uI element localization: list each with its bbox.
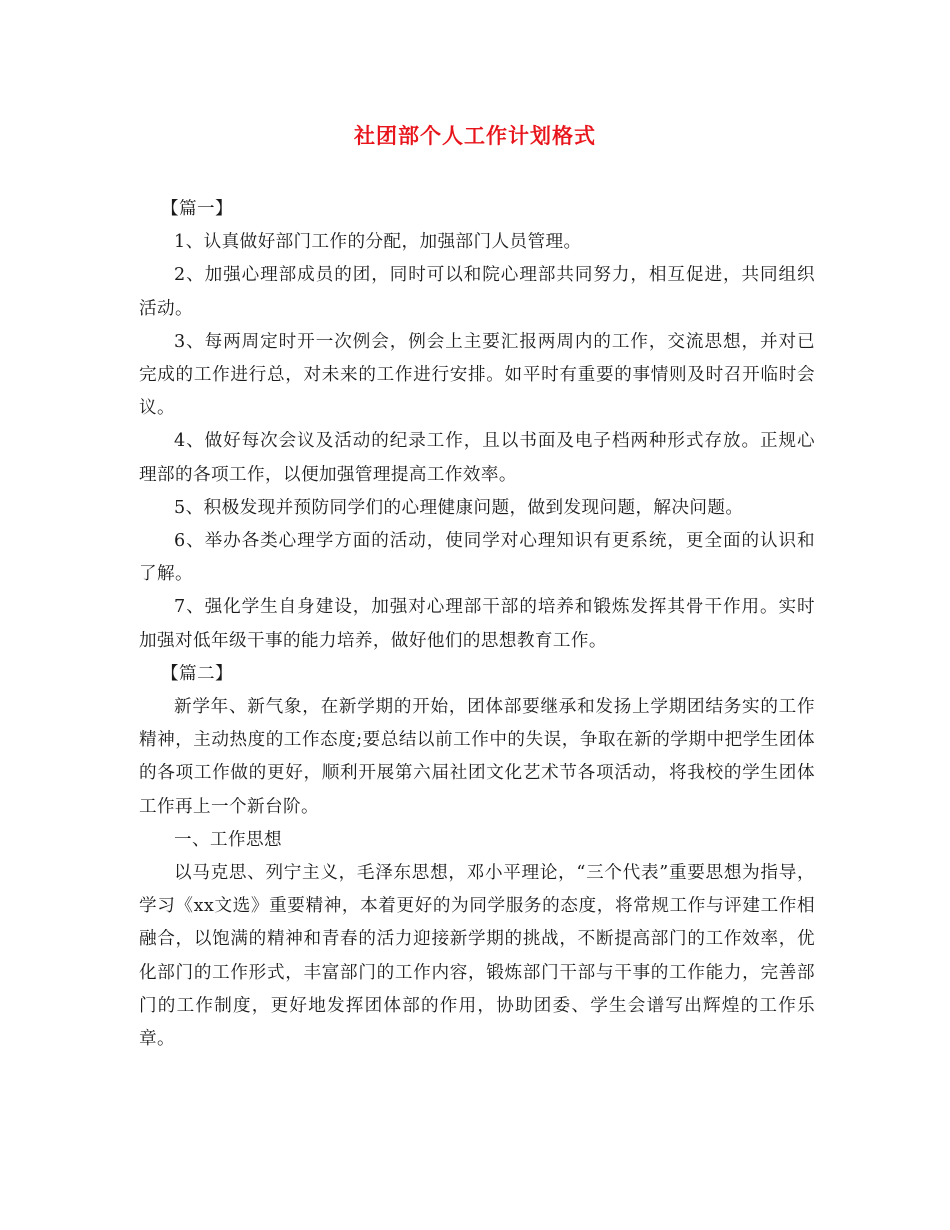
document-title: 社团部个人工作计划格式 [354, 124, 596, 148]
section-heading-1: 【篇一】 [161, 199, 233, 219]
paragraph-item-7: 7、强化学生自身建设，加强对心理部干部的培养和锻炼发挥其骨干作用。实时加强对低年级干事的能力培养，做好他们的思想教育工作。 [139, 597, 815, 651]
paragraph-item-4: 4、做好每次会议及活动的纪录工作，且以书面及电子档两种形式存放。正规心理部的各项工作，以便加强管理提高工作效率。 [139, 431, 815, 485]
paragraph-item-1: 1、认真做好部门工作的分配，加强部门人员管理。 [174, 232, 582, 253]
document-body [139, 193, 815, 1056]
paragraph-intro: 新学年、新气象，在新学期的开始，团体部要继承和发扬上学期团结务实的工作精神，主动热度的工作态度;要总结以前工作中的失误，争取在新的学期中把学生团体的各项工作做的更好，顺利开展第六届社团文化艺术节各项活动，将我校的学生团体工作再上一个新台阶。 [139, 697, 815, 817]
paragraph-work-thought: 以马克思、列宁主义，毛泽东思想，邓小平理论，“三个代表”重要思想为指导，学习《xx文选》重要精神，本着更好的为同学服务的态度，将常规工作与评建工作相融合，以饱满的精神和青春的活力迎接新学期的挑战，不断提高部门的工作效率，优化部门的工作形式，丰富部门的工作内容，锻炼部门干部与干事的工作能力，完善部门的工作制度，更好地发挥团体部的作用，协助团委、学生会谱写出辉煌的工作乐章。 [139, 863, 815, 1050]
paragraph-item-2: 2、加强心理部成员的团，同时可以和院心理部共同努力，相互促进，共同组织活动。 [139, 265, 815, 319]
paragraph-item-3: 3、每两周定时开一次例会，例会上主要汇报两周内的工作，交流思想，并对已完成的工作进行总，对未来的工作进行安排。如平时有重要的事情则及时召开临时会议。 [139, 331, 815, 419]
section-heading-2: 【篇二】 [161, 663, 233, 684]
subsection-heading: 一、工作思想 [174, 829, 282, 850]
paragraph-item-5: 5、积极发现并预防同学们的心理健康问题，做到发现问题，解决问题。 [174, 497, 744, 518]
paragraph-item-6: 6、举办各类心理学方面的活动，使同学对心理知识有更系统，更全面的认识和了解。 [139, 531, 815, 585]
